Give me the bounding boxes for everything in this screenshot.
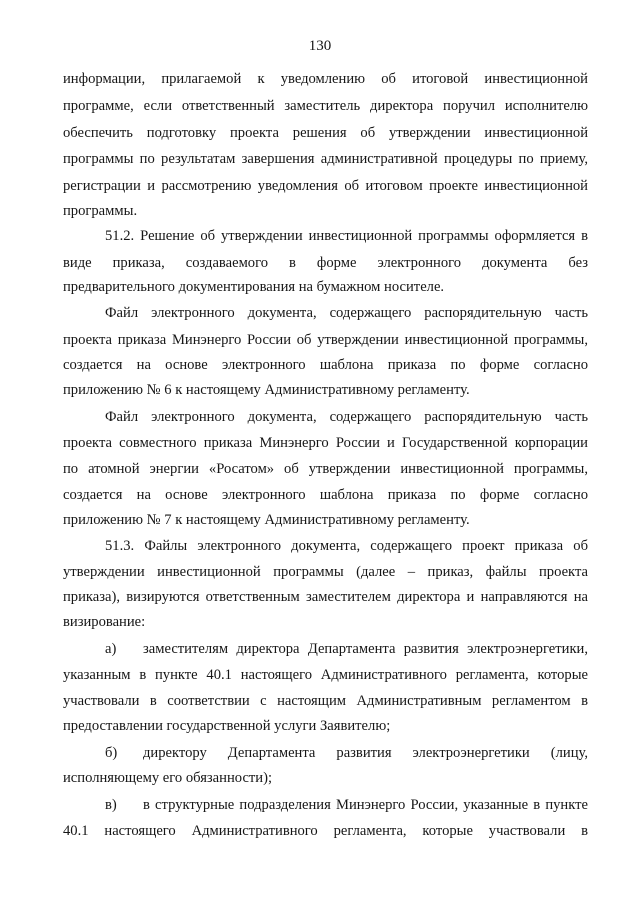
text-line: проекта совместного приказа Минэнерго России и Государственной корпорации <box>63 435 588 451</box>
text-line: исполняющему его обязанности); <box>63 770 273 786</box>
text-line: заместителям директора Департамента развития электроэнергетики, <box>143 641 588 657</box>
list-marker: а) <box>105 641 117 657</box>
text-line: создается на основе электронного шаблона приказа по форме согласно <box>63 487 588 503</box>
text-line: приказа), визируются ответственным заместителем директора и направляются на <box>63 589 588 605</box>
text-line: 40.1 настоящего Административного регламента, которые участвовали в <box>63 823 588 839</box>
text-line: в структурные подразделения Минэнерго России, указанные в пункте <box>143 797 588 813</box>
text-line: создается на основе электронного шаблона приказа по форме согласно <box>63 357 588 373</box>
text-line: директору Департамента развития электроэнергетики (лицу, <box>143 745 588 761</box>
text-line: программе, если ответственный заместитель директора поручил исполнителю <box>63 98 588 114</box>
text-line: Файл электронного документа, содержащего распорядительную часть <box>105 409 588 425</box>
list-marker: б) <box>105 745 118 761</box>
text-line: визирование: <box>63 614 146 630</box>
text-line: программы по результатам завершения административной процедуры по приему, <box>63 151 588 167</box>
text-line: 51.3. Файлы электронного документа, содержащего проект приказа об <box>105 538 588 554</box>
text-line: обеспечить подготовку проекта решения об утверждении инвестиционной <box>63 125 588 141</box>
text-line: предоставлении государственной услуги Заявителю; <box>63 718 391 734</box>
text-line: регистрации и рассмотрению уведомления об итоговом проекте инвестиционной <box>63 178 588 194</box>
text-line: Файл электронного документа, содержащего распорядительную часть <box>105 305 588 321</box>
text-line: утверждении инвестиционной программы (далее – приказ, файлы проекта <box>63 564 588 580</box>
text-line: программы. <box>63 203 138 219</box>
text-line: приложению № 6 к настоящему Административному регламенту. <box>63 382 470 398</box>
page-number: 130 <box>308 38 332 54</box>
list-marker: в) <box>105 797 117 813</box>
text-line: проекта приказа Минэнерго России об утверждении инвестиционной программы, <box>63 332 588 348</box>
text-line: по атомной энергии «Росатом» об утверждении инвестиционной программы, <box>63 461 588 477</box>
text-line: участвовали в соответствии с настоящим Административным регламентом в <box>63 693 588 709</box>
text-line: приложению № 7 к настоящему Административному регламенту. <box>63 512 470 528</box>
text-line: виде приказа, создаваемого в форме электронного документа без <box>63 255 588 271</box>
text-line: указанным в пункте 40.1 настоящего Административного регламента, которые <box>63 667 588 683</box>
text-line: 51.2. Решение об утверждении инвестиционной программы оформляется в <box>105 228 588 244</box>
text-line: предварительного документирования на бумажном носителе. <box>63 279 445 295</box>
text-line: информации, прилагаемой к уведомлению об итоговой инвестиционной <box>63 71 588 87</box>
